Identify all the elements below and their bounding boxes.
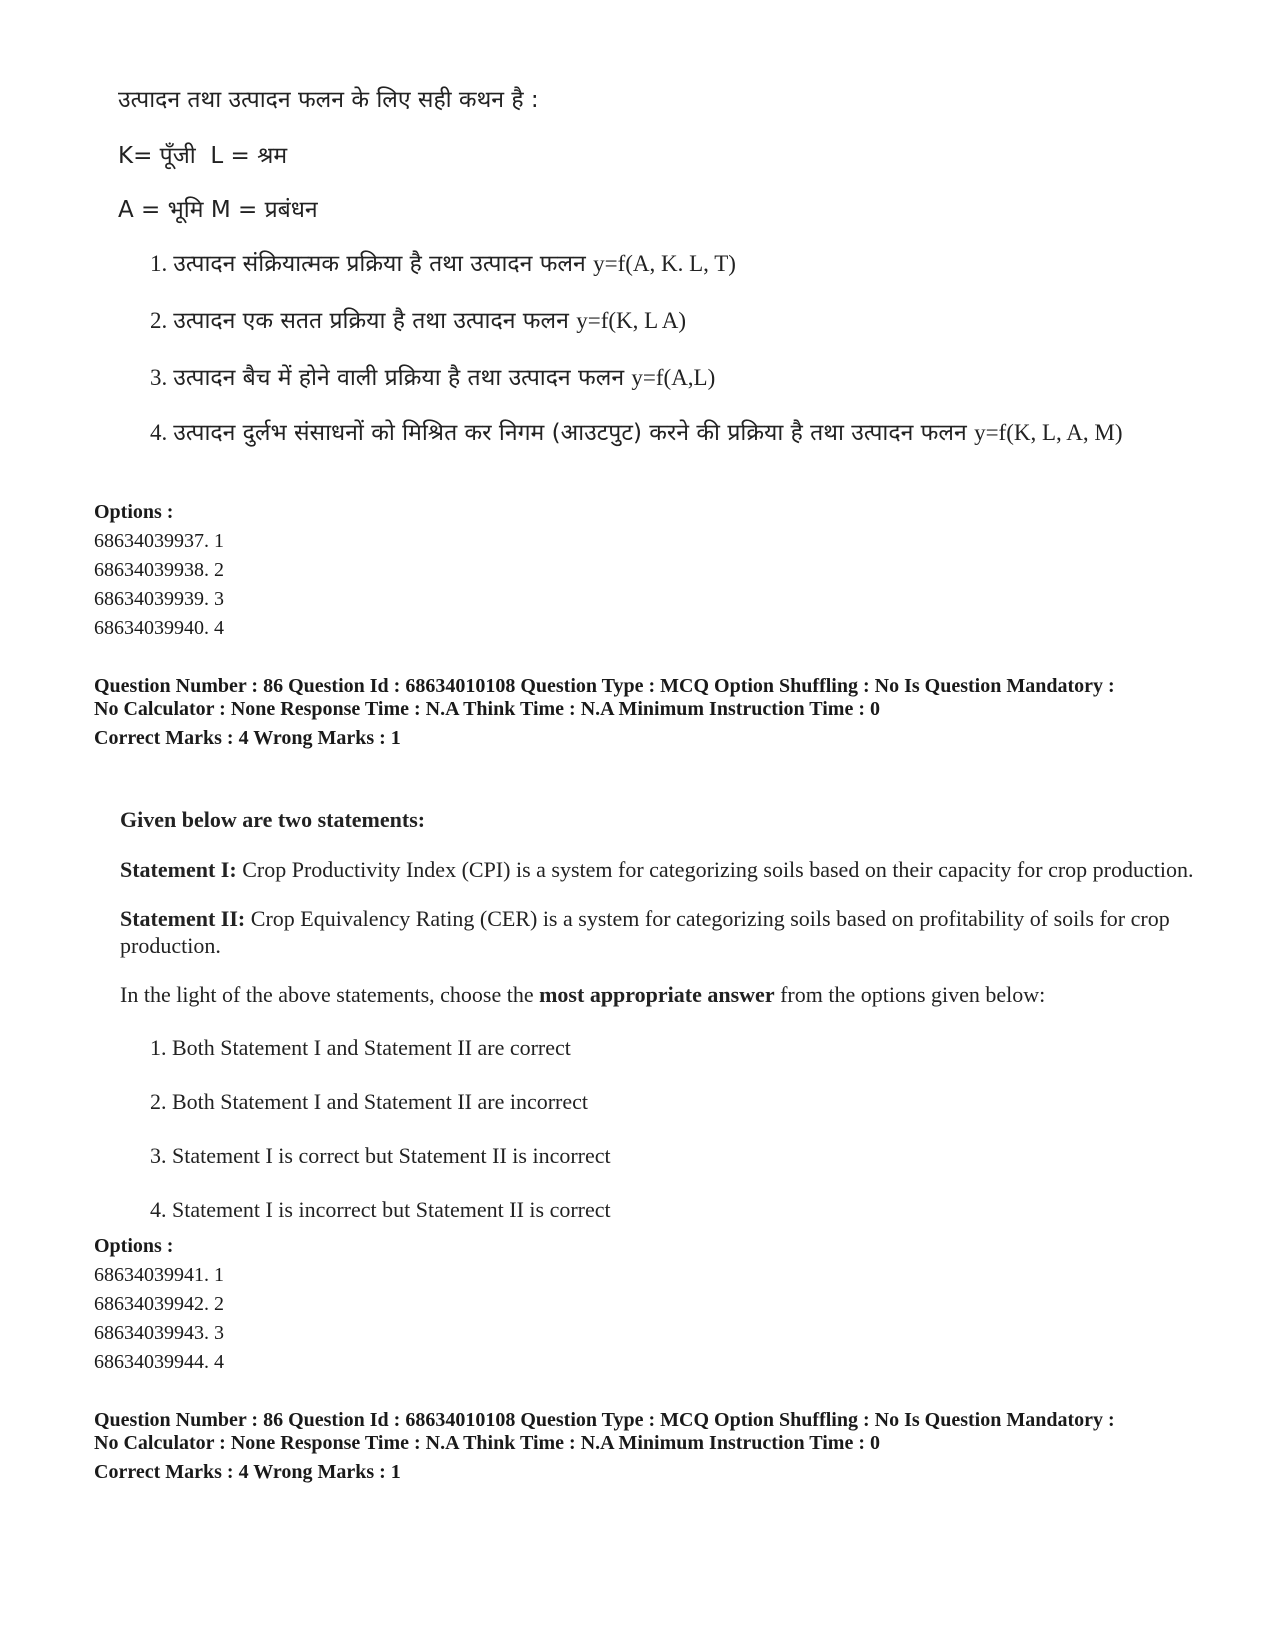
question-1-body [118, 84, 1198, 472]
choice-item: 3. Statement I is correct but Statement II is incorrect [150, 1143, 611, 1168]
question-3-header [94, 1409, 1204, 1484]
option-item: 68634039937. 1 [94, 530, 224, 552]
statement-1: Statement I: Crop Productivity Index (CPI) is a system for categorizing soils based on their capacity for crop production. [120, 857, 1194, 882]
option-item: 68634039943. 3 [94, 1322, 224, 1344]
question-1-legend-kl [118, 140, 1198, 172]
option-item: 68634039940. 4 [94, 617, 224, 639]
question-1-statement-list [118, 248, 1198, 447]
legend-l: L = श्रम [210, 143, 288, 169]
legend-m: M = प्रबंधन [210, 197, 318, 223]
question-marks: Correct Marks : 4 Wrong Marks : 1 [94, 1461, 401, 1483]
statement-item: 4. उत्पादन दुर्लभ संसाधनों को मिश्रित कर निगम (आउटपुट) करने की प्रक्रिया है तथा उत्पादन फलन y=f(K, L, A, M) [150, 420, 1123, 446]
option-item: 68634039939. 3 [94, 588, 224, 610]
question-marks: Correct Marks : 4 Wrong Marks : 1 [94, 727, 401, 749]
question-meta-line: Question Number : 86 Question Id : 68634010108 Question Type : MCQ Option Shuffling : No Is Question Mandatory : [94, 1409, 1115, 1431]
option-item: 68634039938. 2 [94, 559, 224, 581]
option-item: 68634039941. 1 [94, 1264, 224, 1286]
legend-a: A = भूमि [118, 197, 204, 223]
question-1-legend-am [118, 194, 1198, 226]
statement-2: Statement II: Crop Equivalency Rating (CER) is a system for categorizing soils based on profitability of soils for crop production. [120, 906, 1170, 958]
question-2-choice-list [120, 1034, 1200, 1223]
choice-item: 2. Both Statement I and Statement II are incorrect [150, 1089, 589, 1114]
statement-item: 1. उत्पादन संक्रियात्मक प्रक्रिया है तथा उत्पादन फलन y=f(A, K. L, T) [150, 251, 736, 277]
question-2-body [120, 806, 1200, 1250]
statement-item: 2. उत्पादन एक सतत प्रक्रिया है तथा उत्पादन फलन y=f(K, L A) [150, 308, 687, 334]
options-1 [94, 498, 224, 643]
choice-item: 1. Both Statement I and Statement II are correct [150, 1035, 571, 1060]
question-2-title: Given below are two statements: [120, 807, 426, 832]
option-item: 68634039942. 2 [94, 1293, 224, 1315]
options-2 [94, 1232, 224, 1377]
option-item: 68634039944. 4 [94, 1351, 224, 1373]
options-label: Options : [94, 1235, 174, 1257]
instruction: In the light of the above statements, choose the most appropriate answer from the options given below: [120, 982, 1046, 1007]
question-meta-line: Question Number : 86 Question Id : 68634010108 Question Type : MCQ Option Shuffling : No Is Question Mandatory : [94, 675, 1115, 697]
legend-k: K= पूँजी [118, 143, 196, 169]
question-1-stem: उत्पादन तथा उत्पादन फलन के लिए सही कथन है : [118, 87, 539, 113]
statement-item: 3. उत्पादन बैच में होने वाली प्रक्रिया है तथा उत्पादन फलन y=f(A,L) [150, 365, 716, 391]
question-meta-line: No Calculator : None Response Time : N.A Think Time : N.A Minimum Instruction Time : 0 [94, 1432, 880, 1454]
choice-item: 4. Statement I is incorrect but Statement II is correct [150, 1197, 611, 1222]
question-meta-line: No Calculator : None Response Time : N.A Think Time : N.A Minimum Instruction Time : 0 [94, 698, 880, 720]
question-2-header [94, 675, 1204, 750]
options-label: Options : [94, 501, 174, 523]
